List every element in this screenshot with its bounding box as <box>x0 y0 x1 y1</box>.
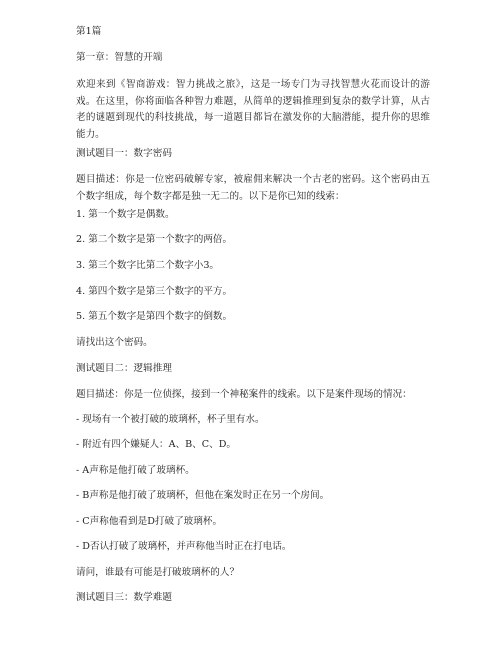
q1-clue-4: 4. 第四个数字是第三个数字的平方。 <box>76 286 233 297</box>
q2-prompt: 请问，谁最有可能是打破玻璃杯的人？ <box>76 567 240 578</box>
q1-clue-5: 5. 第五个数字是第四个数字的倒数。 <box>76 311 233 322</box>
q1-clue-3: 3. 第三个数字比第二个数字小3。 <box>76 260 220 271</box>
part-label: 第1篇 <box>76 26 102 37</box>
intro-paragraph: 欢迎来到《智商游戏：智力挑战之旅》，这是一场专门为寻找智慧火花而设计的游戏。在这里，你将面临各种智力难题，从简单的逻辑推理到复杂的数学计算，从古老的谜题到现代的科技挑战，每一道题目都旨在激发你的大脑潜能，提升你的思维能力。 <box>76 79 430 140</box>
q2-fact-4: - B声称是他打破了玻璃杯，但他在案发时正在另一个房间。 <box>76 490 330 501</box>
q2-fact-3: - A声称是他打破了玻璃杯。 <box>76 465 195 476</box>
q2-fact-5: - C声称他看到是D打破了玻璃杯。 <box>76 516 223 527</box>
q2-fact-1: - 现场有一个被打破的玻璃杯，杯子里有水。 <box>76 414 265 425</box>
chapter-title: 第一章：智慧的开端 <box>76 52 163 63</box>
q3-title: 测试题目三：数学难题 <box>76 592 172 603</box>
q2-description: 题目描述：你是一位侦探，接到一个神秘案件的线索。以下是案件现场的情况： <box>76 389 412 400</box>
q1-description: 题目描述：你是一位密码破解专家，被雇佣来解决一个古老的密码。这个密码由五个数字组成，每个数字都是独一无二的。以下是你已知的线索： <box>76 174 430 202</box>
q2-fact-2: - 附近有四个嫌疑人：A、B、C、D。 <box>76 439 237 450</box>
q1-title: 测试题目一：数字密码 <box>76 148 172 159</box>
q1-clue-1: 1. 第一个数字是偶数。 <box>76 209 175 220</box>
q2-title: 测试题目二：逻辑推理 <box>76 363 172 374</box>
q1-clue-2: 2. 第二个数字是第一个数字的两倍。 <box>76 234 233 245</box>
q1-prompt: 请找出这个密码。 <box>76 337 153 348</box>
q2-fact-6: - D否认打破了玻璃杯，并声称他当时正在打电话。 <box>76 541 292 552</box>
